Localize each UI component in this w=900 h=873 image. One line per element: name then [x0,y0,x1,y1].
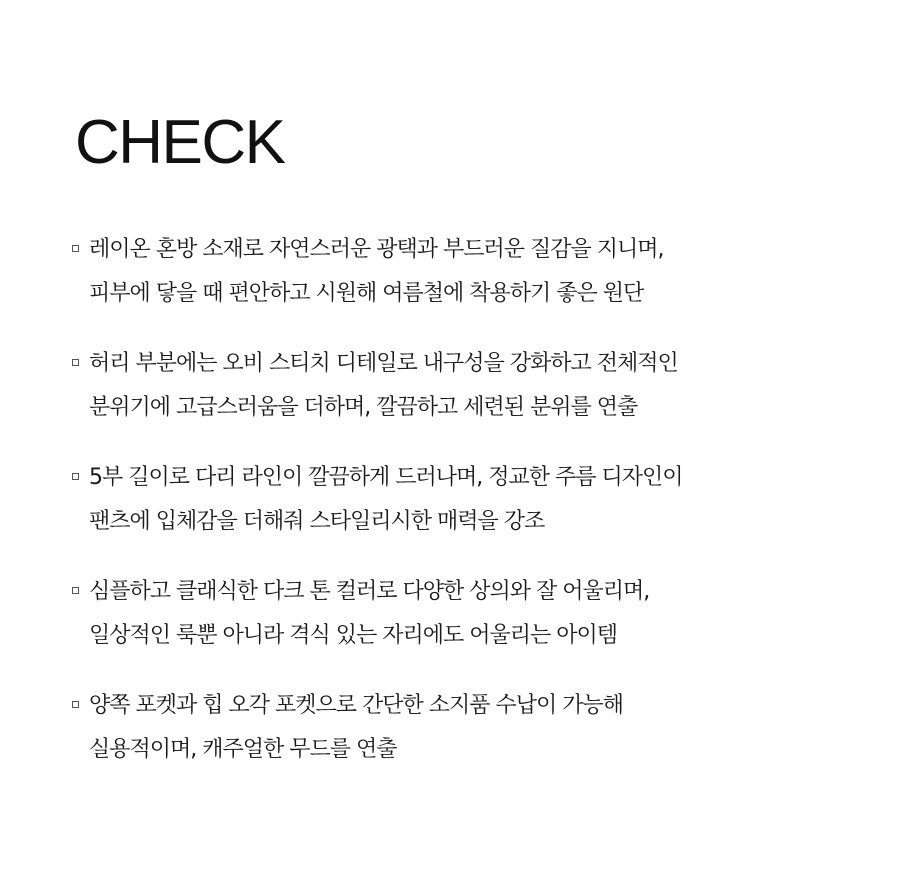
square-bullet-icon [72,473,79,480]
check-item [72,684,872,772]
check-item-line: 5부 길이로 다리 라인이 깔끔하게 드러나며, 정교한 주름 디자인이 [89,465,683,490]
check-item-line: 일상적인 룩뿐 아니라 격식 있는 자리에도 어울리는 아이템 [89,623,618,648]
check-item-line: 피부에 닿을 때 편안하고 시원해 여름철에 착용하기 좋은 원단 [89,281,644,306]
check-item-line: 실용적이며, 캐주얼한 무드를 연출 [89,737,397,762]
check-item-line: 양쪽 포켓과 힙 오각 포켓으로 간단한 소지품 수납이 가능해 [89,693,623,718]
check-item [72,228,872,316]
check-item-line: 심플하고 클래식한 다크 톤 컬러로 다양한 상의와 잘 어울리며, [89,579,650,604]
check-item-line: 팬츠에 입체감을 더해줘 스타일리시한 매력을 강조 [89,509,545,534]
square-bullet-icon [72,587,79,594]
check-item [72,342,872,430]
section-title: CHECK [75,108,285,177]
check-item-line: 레이온 혼방 소재로 자연스러운 광택과 부드러운 질감을 지니며, [89,237,664,262]
square-bullet-icon [72,245,79,252]
square-bullet-icon [72,701,79,708]
check-item [72,570,872,658]
check-item-line: 분위기에 고급스러움을 더하며, 깔끔하고 세련된 분위를 연출 [89,395,638,420]
check-item [72,456,872,544]
square-bullet-icon [72,359,79,366]
check-item-line: 허리 부분에는 오비 스티치 디테일로 내구성을 강화하고 전체적인 [89,351,678,376]
check-list [72,228,872,798]
